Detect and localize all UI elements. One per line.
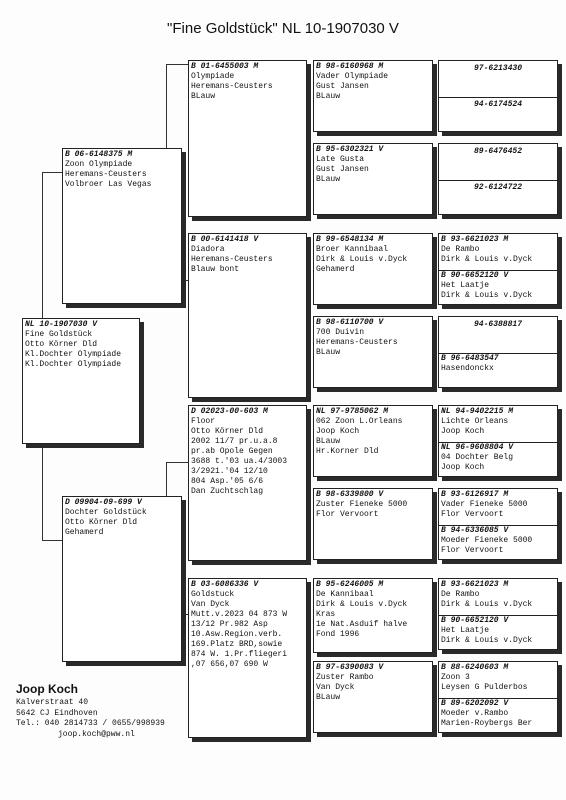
card-line: BLauw bbox=[191, 92, 216, 101]
card-line: BLauw bbox=[316, 92, 341, 101]
card-line: Olympiade bbox=[191, 72, 235, 81]
card-line: Heremans-Ceusters bbox=[316, 338, 398, 347]
card-line: Zoon 3 bbox=[441, 673, 470, 682]
card-line: Heremans-Ceusters bbox=[65, 170, 147, 179]
card-line: Dirk & Louis v.Dyck bbox=[441, 600, 533, 609]
card-line: Zoon Olympiade bbox=[65, 160, 133, 169]
owner-street: Kalverstraat 40 bbox=[16, 698, 89, 707]
card-line: Het Laatje bbox=[441, 626, 490, 635]
ring-number: B 06-6148375 M bbox=[65, 150, 133, 159]
pigeon-card-dsd bbox=[313, 488, 433, 560]
ring-number: NL 97-9785062 M bbox=[316, 407, 389, 416]
card-line: Kras bbox=[316, 610, 336, 619]
card-line: 10.Asw.Region.verb. bbox=[191, 630, 283, 639]
ring-number: B 95-6246005 M bbox=[316, 580, 384, 589]
card-line: Flor Vervoort bbox=[316, 510, 379, 519]
connector-line bbox=[42, 540, 62, 541]
card-line: BLauw bbox=[316, 693, 341, 702]
ring-number: B 90-6652120 V bbox=[441, 616, 509, 625]
divider bbox=[439, 180, 557, 181]
ring-number: NL 10-1907030 V bbox=[25, 320, 98, 329]
card-line: Flor Vervoort bbox=[441, 510, 504, 519]
pigeon-card-dam bbox=[62, 496, 182, 662]
card-line: Dirk & Louis v.Dyck bbox=[441, 255, 533, 264]
card-line: Flor Vervoort bbox=[441, 546, 504, 555]
card-line: Joop Koch bbox=[316, 427, 360, 436]
card-line: Otto Körner Dld bbox=[191, 427, 264, 436]
pair-bottom bbox=[441, 354, 499, 374]
divider bbox=[439, 97, 557, 98]
card-line: Volbroer Las Vegas bbox=[65, 180, 152, 189]
card-line: Blauw bont bbox=[191, 265, 240, 274]
pigeon-card-dam-dam bbox=[188, 578, 307, 738]
card-line: BLauw bbox=[316, 175, 341, 184]
card-line: Dochter Goldstück bbox=[65, 508, 147, 517]
owner-phone: Tel.: 040 2814733 / 0655/998939 bbox=[16, 719, 165, 728]
card-line: Heremans-Ceusters bbox=[191, 82, 273, 91]
ring-number: B 93-6621023 M bbox=[441, 235, 509, 244]
connector-line bbox=[42, 172, 62, 173]
ring-number: B 93-6126917 M bbox=[441, 490, 509, 499]
ring-number: B 96-6483547 bbox=[441, 354, 499, 363]
card-line: De Rambo bbox=[441, 590, 480, 599]
card-line: Mutt.v.2023 04 873 W bbox=[191, 610, 288, 619]
pigeon-pair-card bbox=[438, 578, 558, 650]
pigeon-card-sire-sire bbox=[188, 60, 307, 217]
card-line: Gehamerd bbox=[316, 265, 355, 274]
pair-top bbox=[441, 235, 532, 265]
card-line: pr.ab Opole Gegen bbox=[191, 447, 273, 456]
card-line: Dirk & Louis v.Dyck bbox=[441, 291, 533, 300]
ring-number: B 98-6110700 V bbox=[316, 318, 384, 327]
card-line: BLauw bbox=[316, 437, 341, 446]
pigeon-card-sss bbox=[313, 60, 433, 132]
ring-number: B 95-6302321 V bbox=[316, 145, 384, 154]
card-line: 804 Asp.'05 6/6 bbox=[191, 477, 264, 486]
ring-number: B 88-6240603 M bbox=[441, 663, 509, 672]
pigeon-card-sire-dam bbox=[188, 233, 307, 398]
pigeon-card-dss bbox=[313, 405, 433, 477]
card-line: Kl.Dochter Olympiade bbox=[25, 350, 122, 359]
ring-number: B 97-6390083 V bbox=[316, 663, 384, 672]
card-line: Diadora bbox=[191, 245, 225, 254]
card-line: Zuster Fieneke 5000 bbox=[316, 500, 408, 509]
card-line: De Kannibaal bbox=[316, 590, 374, 599]
card-line: Goldstuck bbox=[191, 590, 235, 599]
card-line: Otto Körner Dld bbox=[65, 518, 138, 527]
card-line: Zuster Rambo bbox=[316, 673, 374, 682]
pigeon-pair-card bbox=[438, 405, 558, 477]
ring-number: B 01-6455003 M bbox=[191, 62, 259, 71]
card-line: 700 Duivin bbox=[316, 328, 365, 337]
pair-top bbox=[441, 407, 513, 437]
card-line: ,07 656,07 690 W bbox=[191, 660, 268, 669]
card-line: Gust Jansen bbox=[316, 165, 369, 174]
owner-city: 5642 CJ Eindhoven bbox=[16, 708, 98, 718]
card-line: 04 Dochter Belg bbox=[441, 453, 514, 462]
card-line: De Rambo bbox=[441, 245, 480, 254]
card-line: Leysen G Pulderbos bbox=[441, 683, 528, 692]
card-line: BLauw bbox=[316, 348, 341, 357]
ring-number: D 02023-00-603 M bbox=[191, 407, 268, 416]
card-line: 062 Zoon L.Orleans bbox=[316, 417, 403, 426]
card-line: Van Dyck bbox=[191, 600, 230, 609]
card-line: Joop Koch bbox=[441, 463, 485, 472]
ring-number: B 99-6548134 M bbox=[316, 235, 384, 244]
ring-number: B 98-6160968 M bbox=[316, 62, 384, 71]
card-line: Vader Fieneke 5000 bbox=[441, 500, 528, 509]
ring-number: 97-6213430 bbox=[473, 64, 522, 73]
ring-number: B 00-6141418 V bbox=[191, 235, 259, 244]
ring-number: NL 96-9608804 V bbox=[441, 443, 514, 452]
pigeon-card-ssd bbox=[313, 143, 433, 215]
card-line: Fond 1996 bbox=[316, 630, 360, 639]
connector-line bbox=[166, 462, 188, 463]
ring-number: 92-6124722 bbox=[473, 183, 522, 192]
pair-bottom bbox=[441, 443, 513, 473]
connector-line bbox=[166, 64, 188, 65]
pigeon-card-ddd bbox=[313, 661, 433, 733]
card-line: Dirk & Louis v.Dyck bbox=[316, 255, 408, 264]
card-line: Lichte Orleans bbox=[441, 417, 509, 426]
pigeon-card-dds bbox=[313, 578, 433, 653]
pair-bottom bbox=[441, 271, 532, 301]
pair-bottom bbox=[441, 526, 532, 556]
card-line: 13/12 Pr.982 Asp bbox=[191, 620, 268, 629]
card-line: Vader Olympiade bbox=[316, 72, 389, 81]
card-line: 169.Platz BRD,sowie bbox=[191, 640, 283, 649]
ring-number: 89-6476452 bbox=[473, 147, 522, 156]
connector-line bbox=[42, 444, 43, 540]
card-line: 3688 t.'03 ua.4/3003 bbox=[191, 457, 288, 466]
card-line: Moeder Fieneke 5000 bbox=[441, 536, 533, 545]
pigeon-pair-card bbox=[438, 488, 558, 560]
ring-number: B 98-6339800 V bbox=[316, 490, 384, 499]
connector-line bbox=[42, 172, 43, 320]
card-line: Gust Jansen bbox=[316, 82, 369, 91]
card-line: Heremans-Ceusters bbox=[191, 255, 273, 264]
pigeon-pair-card bbox=[438, 661, 558, 733]
owner-block bbox=[16, 682, 165, 740]
card-line: 3/2921.'04 12/10 bbox=[191, 467, 268, 476]
card-line: Moeder v.Rambo bbox=[441, 709, 509, 718]
pigeon-card-dam-sire bbox=[188, 405, 307, 561]
ring-number: B 93-6621023 M bbox=[441, 580, 509, 589]
card-line: Gehamerd bbox=[65, 528, 104, 537]
card-line: Broer Kannibaal bbox=[316, 245, 389, 254]
card-line: Floor bbox=[191, 417, 216, 426]
pair-top bbox=[441, 663, 527, 693]
card-line: Fine Goldstück bbox=[25, 330, 93, 339]
card-line: 1e Nat.Asduif halve bbox=[316, 620, 408, 629]
pigeon-card-sire bbox=[62, 148, 182, 304]
ring-number: B 89-6202092 V bbox=[441, 699, 509, 708]
ring-number: B 94-6336085 V bbox=[441, 526, 509, 535]
ring-number: 94-6174524 bbox=[473, 100, 522, 109]
card-line: Dirk & Louis v.Dyck bbox=[316, 600, 408, 609]
pair-bottom bbox=[441, 699, 532, 729]
pigeon-pair-card bbox=[438, 233, 558, 305]
owner-email: joop.koch@pww.nl bbox=[58, 729, 135, 739]
card-line: Van Dyck bbox=[316, 683, 355, 692]
card-line: Hr.Korner Dld bbox=[316, 447, 379, 456]
pedigree-title: "Fine Goldstück" NL 10-1907030 V bbox=[167, 20, 399, 37]
ring-number: 94-6388817 bbox=[473, 320, 522, 329]
pair-bottom bbox=[441, 616, 532, 646]
pigeon-card-sdd bbox=[313, 316, 433, 388]
card-line: Joop Koch bbox=[441, 427, 485, 436]
card-line: Kl.Dochter Olympiade bbox=[25, 360, 122, 369]
pigeon-card-sds bbox=[313, 233, 433, 305]
card-line: Marien-Roybergs Ber bbox=[441, 719, 533, 728]
pigeon-card-subject bbox=[22, 318, 140, 444]
card-line: Dan Zuchtschlag bbox=[191, 487, 264, 496]
owner-name: Joop Koch bbox=[16, 682, 78, 696]
card-line: Het Laatje bbox=[441, 281, 490, 290]
ring-number: B 90-6652120 V bbox=[441, 271, 509, 280]
card-line: Late Gusta bbox=[316, 155, 365, 164]
ring-number: NL 94-9402215 M bbox=[441, 407, 514, 416]
ring-number: D 09904-09-699 V bbox=[65, 498, 142, 507]
ring-number: B 03-6086336 V bbox=[191, 580, 259, 589]
pigeon-pair-card bbox=[438, 143, 558, 215]
card-line: Dirk & Louis v.Dyck bbox=[441, 636, 533, 645]
pair-top bbox=[441, 490, 527, 520]
card-line: Otto Körner Dld bbox=[25, 340, 98, 349]
card-line: 2002 11/7 pr.u.a.8 bbox=[191, 437, 278, 446]
pigeon-pair-card bbox=[438, 60, 558, 132]
pigeon-pair-card bbox=[438, 316, 558, 388]
card-line: Hasendonckx bbox=[441, 364, 494, 373]
pair-top bbox=[441, 580, 532, 610]
card-line: 874 W. 1.Pr.fliegeri bbox=[191, 650, 288, 659]
